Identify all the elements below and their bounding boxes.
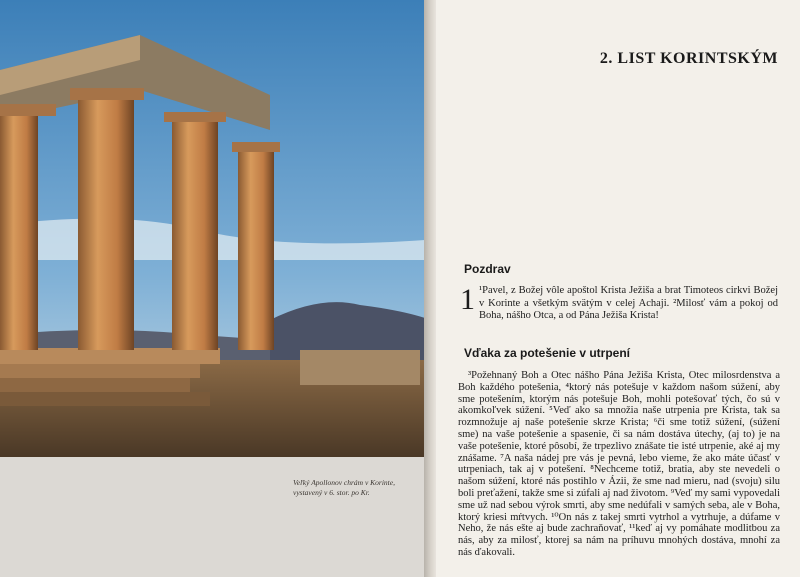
section-heading-thanks: Vďaka za potešenie v utrpení bbox=[464, 346, 631, 360]
chapter-number: 1 bbox=[460, 283, 475, 316]
book-title: 2. LIST KORINTSKÝM bbox=[599, 50, 778, 67]
greeting-paragraph bbox=[460, 285, 778, 323]
section-heading-greeting: Pozdrav bbox=[464, 262, 511, 276]
photo-caption: Veľký Apollonov chrám v Korinte, vystavený v 6. stor. po Kr. bbox=[293, 478, 395, 497]
temple-of-apollo-photo bbox=[0, 0, 425, 457]
thanks-paragraph bbox=[458, 370, 780, 559]
temple-photo-illustration bbox=[0, 0, 425, 457]
greeting-text: ¹Pavel, z Božej vôle apoštol Krista Ježiša a brat Timoteos cirkvi Božej v Korinte a všetkým svätým v celej Achaji. ²Milosť vám a pokoj od Boha, nášho Otca, a od Pána Ježiša Krista! bbox=[479, 285, 778, 321]
thanks-text: ³Požehnaný Boh a Otec nášho Pána Ježiša Krista, Otec milosrdenstva a Boh každého potešenia, ⁴ktorý nás potešuje v každom našom súžení, aby sme potešením, ktorým nás potešuje Boh, mohli potešovať tých, čo sú v akomkoľvek súžení. ⁵Veď ako sa množia naše utrpenia pre Krista, tak sa rozmnožuje aj naše potešenie skrze Krista; ⁶či sme totiž súžení, (súžení sme) na vaše potešenie a spasenie, či sa nám dostáva útechy, (aj to) je na vaše potešenie, ktoré pôsobí, že trpezlivo znášate tie isté utrpenie, aké aj my znášame. ⁷A naša nádej pre vás je pevná, lebo vieme, že ako máte účasť v utrpeniach, tak aj v potešení. ⁸Nechceme totiž, bratia, aby ste nevedeli o našom súžení, ktoré nás postihlo v Ázii, že sme nad mieru, nad (svoju) silu boli preťažení, takže sme si zúfali aj nad životom. ⁹Veď my sami vypovedali sme už nad sebou výrok smrti, aby sme nedúfali v samých seba, ale v Boha, ktorý kriesi mŕtvych. ¹⁰On nás z takej smrti vytrhol a vytrhuje, a dúfame v Neho, že nás ešte aj bude zachraňovať, ¹¹keď aj vy pomáhate modlitbou za nás, aby za milosť, ktorej sa nám na príhuvu mnohých dostáva, mnohí za nás ďakovali. bbox=[458, 370, 780, 558]
right-page bbox=[436, 0, 800, 577]
